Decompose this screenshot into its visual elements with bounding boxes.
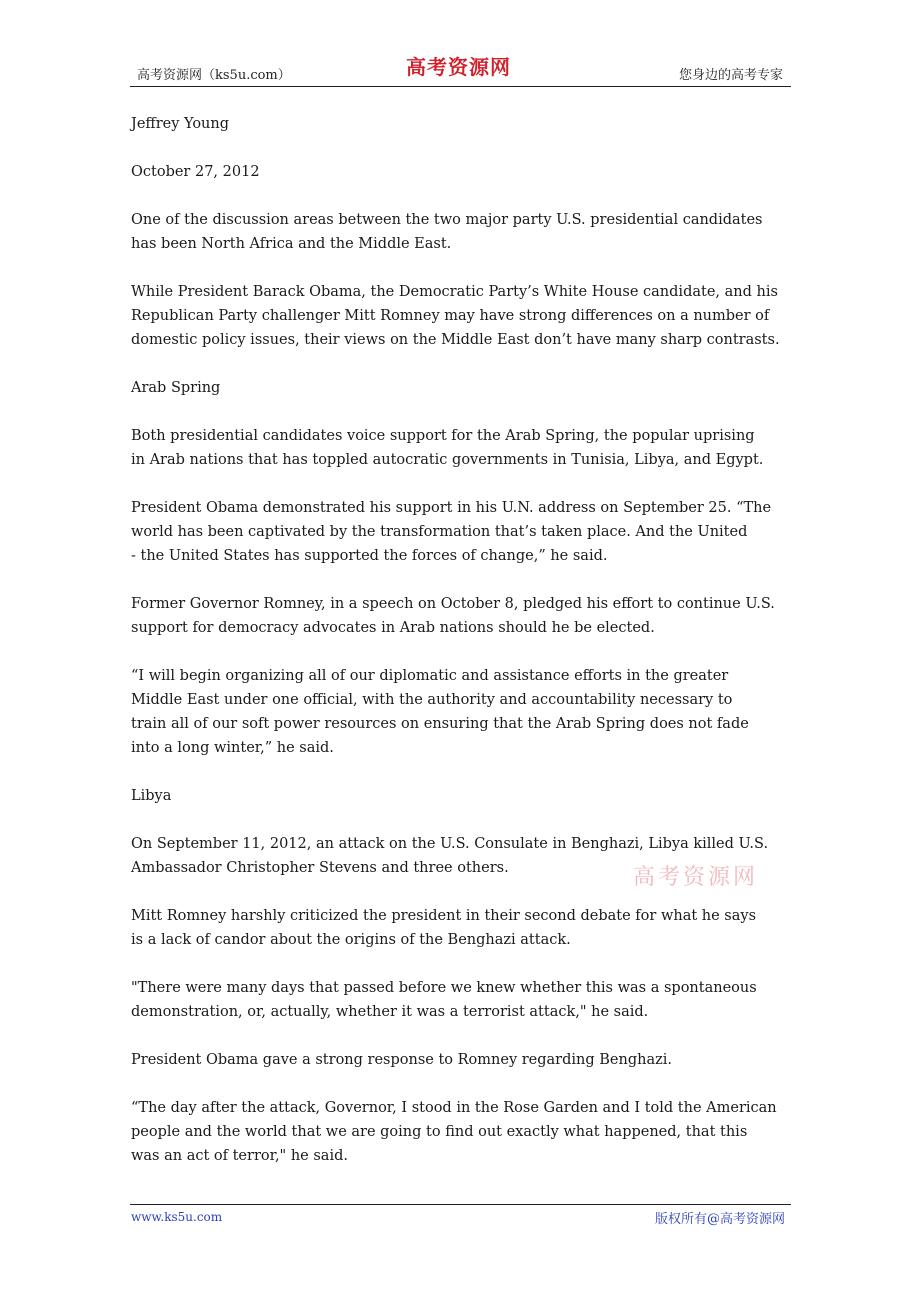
paragraph-obama-un: President Obama demonstrated his support in his U.N. address on September 25. “The world has been captivated by the transformation that’s taken place. And the United - the United States has supported the forces of change,” he said. [131,500,772,564]
page-header [130,52,791,87]
header-site-name: 高考资源网（ks5u.com） [137,68,291,83]
section-heading-libya: Libya [131,788,172,804]
article-author: Jeffrey Young [131,116,230,132]
footer-website-link[interactable]: www.ks5u.com [131,1210,223,1224]
article-body [131,112,851,1192]
header-logo: 高考资源网 [406,55,511,79]
paragraph-policy: While President Barack Obama, the Democratic Party’s White House candidate, and his Republican Party challenger Mitt Romney may have strong differences on a number of domestic policy issues, their views on the Middle East don’t have many sharp contrasts. [131,284,780,348]
paragraph-intro: One of the discussion areas between the two major party U.S. presidential candidates has been North Africa and the Middle East. [131,212,763,252]
watermark-logo: 高考资源网 [633,865,759,890]
paragraph-benghazi-attack: On September 11, 2012, an attack on the U.S. Consulate in Benghazi, Libya killed U.S. Ambassador Christopher Stevens and three others. [131,836,769,876]
footer-copyright: 版权所有@高考资源网 [654,1212,785,1227]
paragraph-romney-debate-quote: "There were many days that passed before we knew whether this was a spontaneous demonstration, or, actually, whether it was a terrorist attack," he said. [131,980,757,1020]
paragraph-obama-quote: “The day after the attack, Governor, I stood in the Rose Garden and I told the American people and the world that we are going to find out exactly what happened, that this was an act of terror," he said. [131,1100,777,1164]
paragraph-romney-quote: “I will begin organizing all of our diplomatic and assistance efforts in the greater Middle East under one official, with the authority and accountability necessary to train all of our soft power resources on ensuring that the Arab Spring does not fade into a long winter,” he said. [131,668,749,756]
paragraph-obama-response: President Obama gave a strong response to Romney regarding Benghazi. [131,1052,672,1068]
article-date: October 27, 2012 [131,164,260,180]
paragraph-romney-criticism: Mitt Romney harshly criticized the president in their second debate for what he says is a lack of candor about the origins of the Benghazi attack. [131,908,757,948]
page-footer [130,1204,791,1229]
section-heading-arab-spring: Arab Spring [131,380,221,396]
paragraph-romney-speech: Former Governor Romney, in a speech on October 8, pledged his effort to continue U.S. support for democracy advocates in Arab nations should he be elected. [131,596,775,636]
paragraph-arab-spring-support: Both presidential candidates voice support for the Arab Spring, the popular uprising in Arab nations that has toppled autocratic governments in Tunisia, Libya, and Egypt. [131,428,764,468]
header-slogan: 您身边的高考专家 [678,68,783,83]
